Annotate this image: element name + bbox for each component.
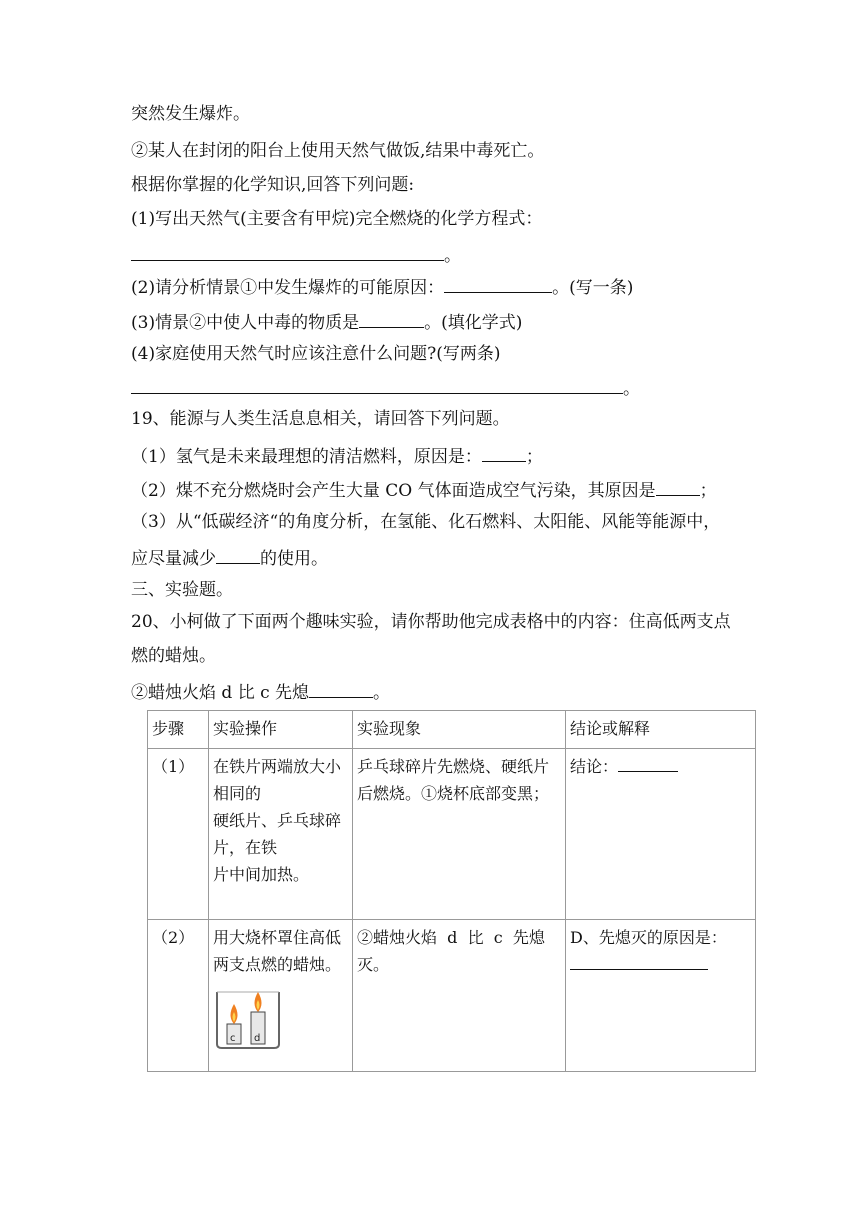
question-19-3-cont: 应尽量减少 的使用。 (131, 546, 328, 569)
table-row (148, 920, 756, 1072)
header-conclusion: 结论或解释 (566, 711, 756, 749)
answer-blank-1: 。 (131, 243, 461, 266)
question-19: 19、能源与人类生活息息相关，请回答下列问题。 (131, 409, 510, 429)
question-20: 20、小柯做了下面两个趣味实验，请你帮助他完成表格中的内容：住高低两支点 (131, 612, 731, 632)
row1-operation (209, 749, 353, 920)
question-19-1: （1）氢气是未来最理想的清洁燃料，原因是： ； (131, 444, 543, 467)
row1-phen-line: 后燃烧。①烧杯底部变黑； (357, 784, 550, 803)
row2-operation (209, 920, 353, 1072)
line-3: 根据你掌握的化学知识,回答下列问题: (131, 175, 415, 195)
question-3: (3)情景②中使人中毒的物质是 。(填化学式) (131, 310, 522, 333)
row1-op-line: 硬纸片、乒乓球碎 (213, 811, 342, 830)
table-header-row (148, 711, 756, 749)
experiment-table (147, 710, 756, 1072)
svg-text:c: c (230, 1033, 236, 1044)
answer-blank-4: 。 (131, 376, 640, 399)
row1-op-line: 相同的 (213, 784, 262, 803)
question-2: (2)请分析情景①中发生爆炸的可能原因： 。(写一条) (131, 275, 633, 298)
question-20-sub: ②蜡烛火焰 d 比 c 先熄 。 (131, 680, 390, 703)
table-row (148, 749, 756, 920)
question-4: (4)家庭使用天然气时应该注意什么问题?(写两条) (131, 344, 501, 364)
header-operation: 实验操作 (209, 711, 353, 749)
row2-concl-text: D、先熄灭的原因是： (570, 928, 727, 947)
row1-op-line: 片，在铁 (213, 838, 278, 857)
row2-phenomenon (353, 920, 566, 1072)
section-heading: 三、实验题。 (131, 580, 233, 600)
svg-text:d: d (254, 1033, 261, 1044)
question-20-cont: 燃的蜡烛。 (131, 646, 216, 666)
row2-step: （2） (148, 920, 209, 1072)
header-phenomenon: 实验现象 (353, 711, 566, 749)
row1-op-line: 在铁片两端放大小 (213, 757, 342, 776)
candle-beaker-image (213, 986, 283, 1050)
line-1: 突然发生爆炸。 (131, 104, 250, 124)
row1-phenomenon (353, 749, 566, 920)
row2-op-line: 两支点燃的蜡烛。 (213, 955, 342, 974)
row1-phen-line: 乒乓球碎片先燃烧、硬纸片 (357, 757, 550, 776)
question-19-2: （2）煤不充分燃烧时会产生大量 CO 气体面造成空气污染，其原因是 ； (131, 478, 717, 501)
row2-conclusion (566, 920, 756, 1072)
header-step: 步骤 (148, 711, 209, 749)
row1-step: （1） (148, 749, 209, 920)
row1-conclusion: 结论： (566, 749, 756, 920)
line-2: ②某人在封闭的阳台上使用天然气做饭,结果中毒死亡。 (131, 141, 545, 161)
row2-phen-line: 灭。 (357, 955, 390, 974)
question-1: (1)写出天然气(主要含有甲烷)完全燃烧的化学方程式： (131, 209, 543, 229)
question-19-3: （3）从“低碳经济“的角度分析，在氢能、化石燃料、太阳能、风能等能源中， (131, 512, 721, 532)
row2-phen-line: ②蜡烛火焰 d 比 c 先熄 (357, 928, 545, 947)
row1-op-line: 片中间加热。 (213, 865, 310, 884)
row2-op-line: 用大烧杯罩住高低 (213, 928, 342, 947)
